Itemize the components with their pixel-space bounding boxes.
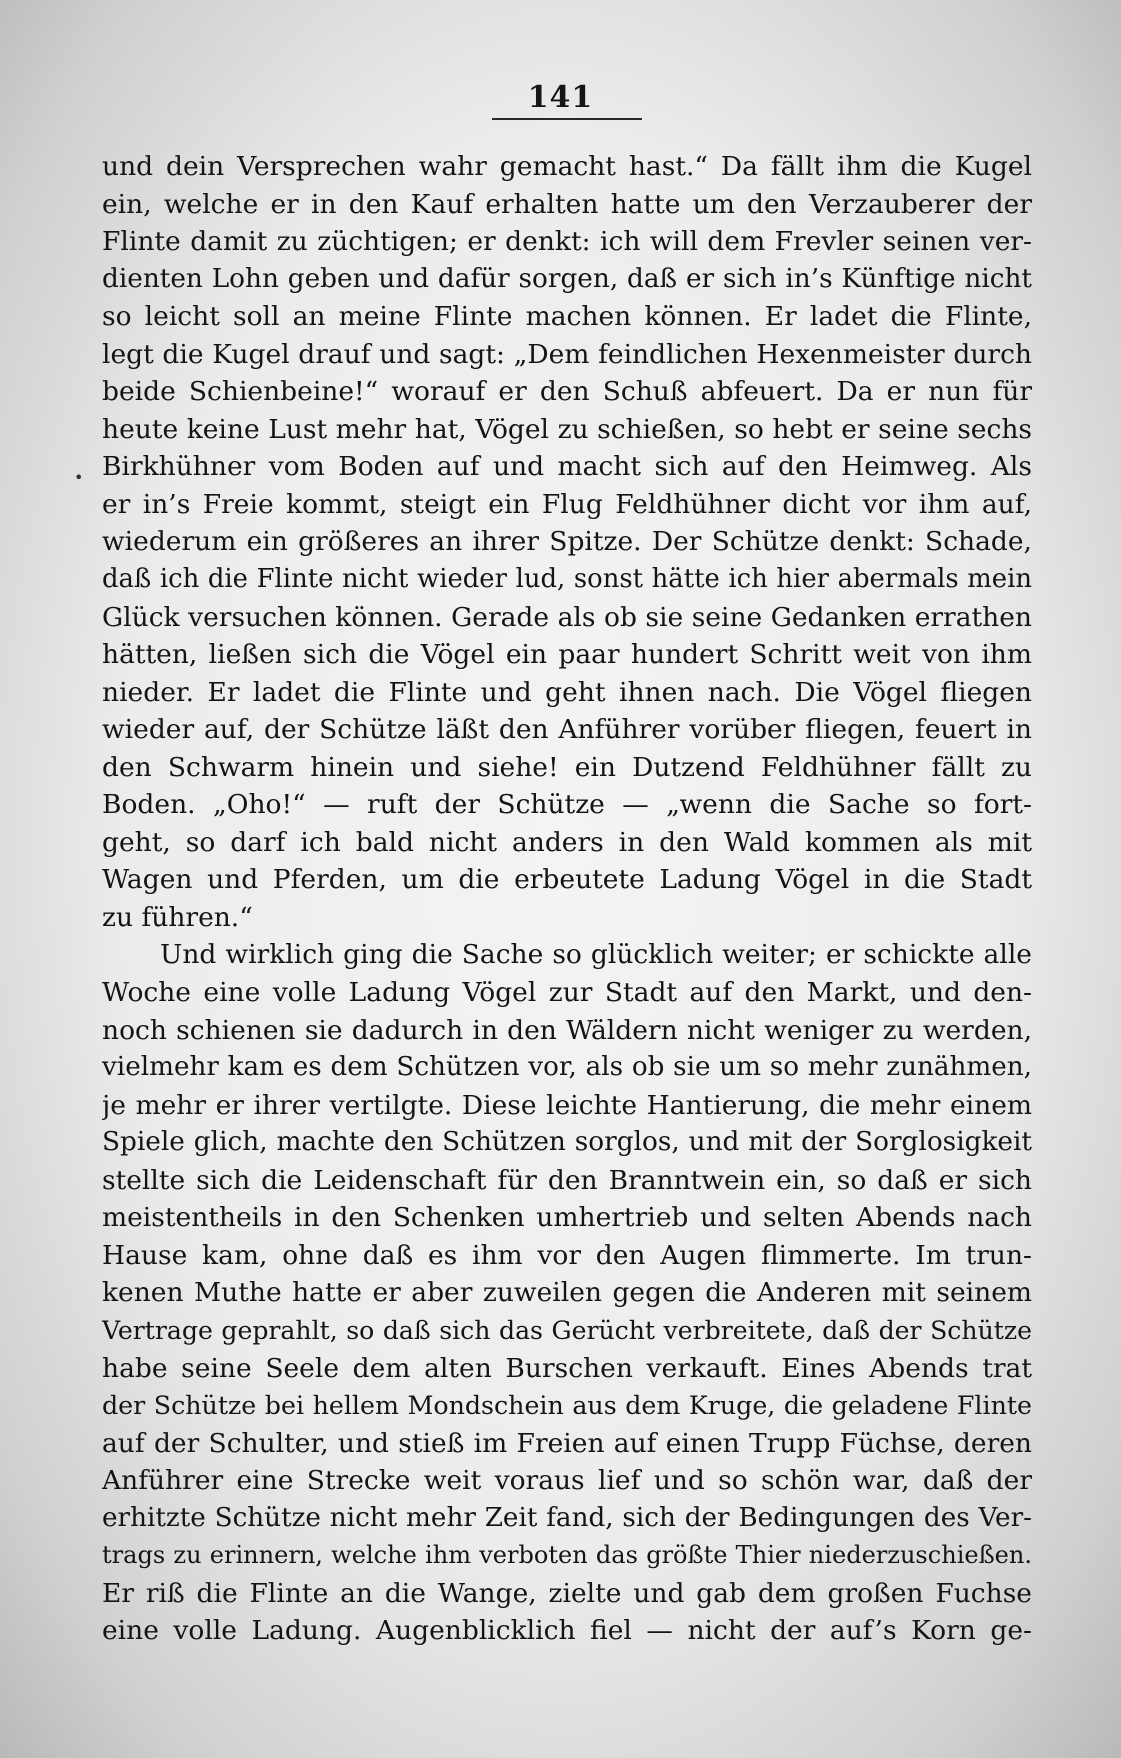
- text-line: noch schienen sie dadurch in den Wäldern nicht weniger zu werden,: [102, 1014, 1032, 1046]
- text-line: Hause kam, ohne daß es ihm vor den Augen flimmerte. Im trun-: [102, 1239, 1032, 1271]
- page-number: 141: [527, 80, 594, 115]
- text-line: Wagen und Pferden, um die erbeutete Ladung Vögel in die Stadt: [102, 864, 1032, 896]
- text-line: stellte sich die Leidenschaft für den Branntwein ein, so daß er sich: [102, 1164, 1032, 1196]
- text-line: wiederum ein größeres an ihrer Spitze. Der Schütze denkt: Schade,: [102, 526, 1032, 558]
- text-line: trags zu erinnern, welche ihm verboten das größte Thier niederzuschießen.: [102, 1541, 1032, 1570]
- text-line: zu führen.“: [102, 901, 253, 933]
- paragraph: [102, 936, 1032, 1649]
- text-line: Woche eine volle Ladung Vögel zur Stadt auf den Markt, und den-: [102, 977, 1032, 1009]
- text-line: meistentheils in den Schenken umhertrieb und selten Abends nach: [102, 1202, 1032, 1234]
- text-line: ein, welche er in den Kauf erhalten hatte um den Verzauberer der: [102, 188, 1032, 220]
- text-line: der Schütze bei hellem Mondschein aus dem Kruge, die geladene Flinte: [102, 1391, 1032, 1421]
- text-line: Spiele glich, machte den Schützen sorglos, und mit der Sorglosigkeit: [102, 1127, 1032, 1158]
- text-line: und dein Versprechen wahr gemacht hast.“ Da fällt ihm die Kugel: [102, 151, 1032, 182]
- text-line: er in’s Freie kommt, steigt ein Flug Feldhühner dicht vor ihm auf,: [102, 488, 1032, 520]
- text-line: Er riß die Flinte an die Wange, zielte und gab dem großen Fuchse: [102, 1577, 1032, 1609]
- text-line: Anführer eine Strecke weit voraus lief und so schön war, daß der: [102, 1465, 1032, 1497]
- text-line: heute keine Lust mehr hat, Vögel zu schießen, so hebt er seine sechs: [102, 413, 1032, 445]
- text-line: dienten Lohn geben und dafür sorgen, daß er sich in’s Künftige nicht: [102, 263, 1032, 294]
- header-rule: [492, 118, 642, 120]
- text-line: beide Schienbeine!“ worauf er den Schuß abfeuert. Da er nun für: [102, 376, 1032, 408]
- text-line: wieder auf, der Schütze läßt den Anführer vorüber fliegen, feuert in: [102, 714, 1032, 746]
- text-line: den Schwarm hinein und siehe! ein Dutzend Feldhühner fällt zu: [102, 751, 1032, 783]
- text-line: kenen Muthe hatte er aber zuweilen gegen die Anderen mit seinem: [102, 1277, 1032, 1309]
- text-line: je mehr er ihrer vertilgte. Diese leichte Hantierung, die mehr einem: [102, 1089, 1032, 1121]
- text-line: Birkhühner vom Boden auf und macht sich auf den Heimweg. Als: [102, 451, 1032, 483]
- margin-mark: •: [74, 468, 84, 487]
- text-line: hätten, ließen sich die Vögel ein paar hundert Schritt weit von ihm: [102, 639, 1032, 671]
- text-line: Und wirklich ging die Sache so glücklich weiter; er schickte alle: [160, 939, 1032, 971]
- text-line: Boden. „Oho!“ — ruft der Schütze — „wenn die Sache so fort-: [102, 789, 1032, 821]
- paragraph: [102, 148, 1032, 936]
- text-line: so leicht soll an meine Flinte machen können. Er ladet die Flinte,: [102, 301, 1032, 333]
- text-line: habe seine Seele dem alten Burschen verkauft. Eines Abends trat: [102, 1352, 1032, 1384]
- text-line: vielmehr kam es dem Schützen vor, als ob sie um so mehr zunähmen,: [102, 1052, 1032, 1083]
- text-line: Glück versuchen können. Gerade als ob sie seine Gedanken errathen: [102, 601, 1032, 633]
- text-line: daß ich die Flinte nicht wieder lud, sonst hätte ich hier abermals mein: [102, 564, 1032, 595]
- text-line: auf der Schulter, und stieß im Freien auf einen Trupp Füchse, deren: [102, 1427, 1032, 1459]
- text-line: legt die Kugel drauf und sagt: „Dem feindlichen Hexenmeister durch: [102, 338, 1032, 370]
- text-line: Vertrage geprahlt, so daß sich das Gerücht verbreitete, daß der Schütze: [102, 1315, 1032, 1345]
- body-text: [102, 148, 1032, 1650]
- text-line: erhitzte Schütze nicht mehr Zeit fand, sich der Bedingungen des Ver-: [102, 1502, 1032, 1533]
- text-line: Flinte damit zu züchtigen; er denkt: ich will dem Frevler seinen ver-: [102, 226, 1032, 258]
- text-line: eine volle Ladung. Augenblicklich fiel — nicht der auf’s Korn ge-: [102, 1615, 1032, 1647]
- text-line: geht, so darf ich bald nicht anders in den Wald kommen als mit: [102, 826, 1032, 858]
- text-line: nieder. Er ladet die Flinte und geht ihnen nach. Die Vögel fliegen: [102, 676, 1032, 708]
